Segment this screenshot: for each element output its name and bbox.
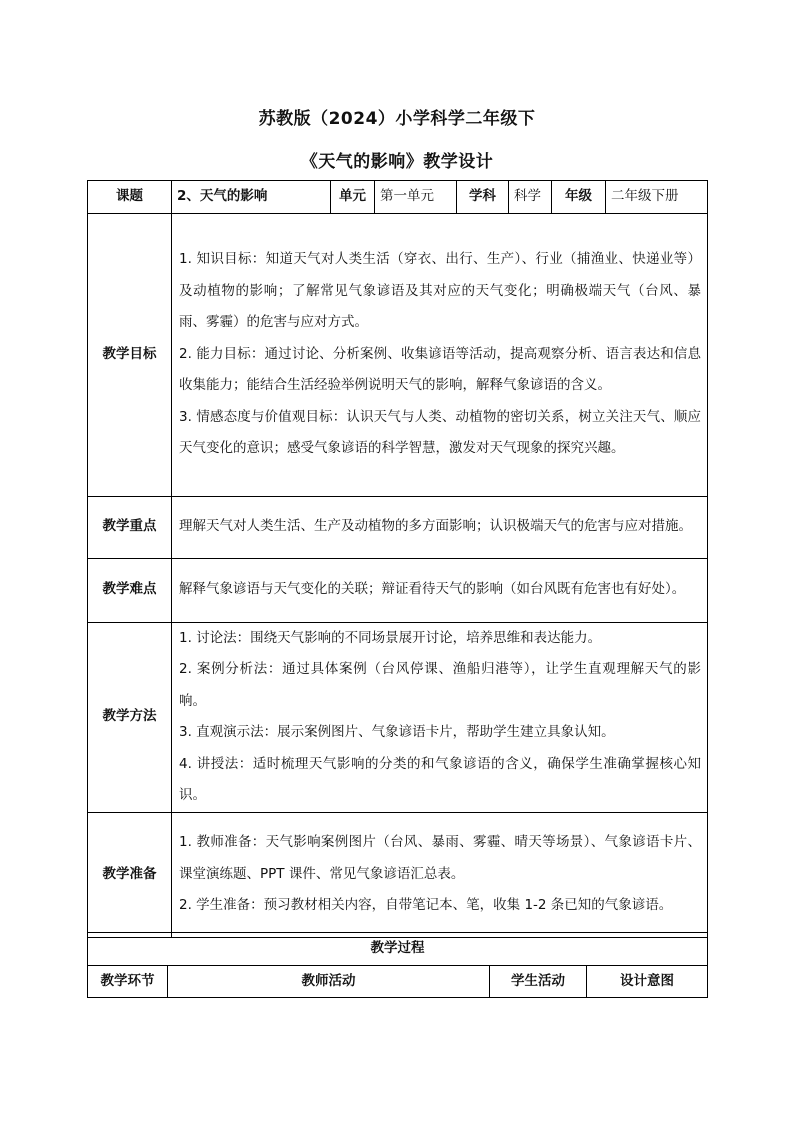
subject-label: 学科 [457, 181, 509, 214]
method-case-analysis: 2. 案例分析法：通过具体案例（台风停课、渔船归港等），让学生直观理解天气的影响。 [179, 661, 701, 709]
goals-label: 教学目标 [88, 213, 172, 496]
unit-value: 第一单元 [375, 181, 457, 214]
goal-attitude: 3. 情感态度与价值观目标：认识天气与人类、动植物的密切关系，树立关注天气、顺应天气变化的意识；感受气象谚语的科学智慧，激发对天气现象的探究兴趣。 [179, 408, 701, 457]
process-col-stage: 教学环节 [88, 965, 168, 998]
unit-label: 单元 [331, 181, 375, 214]
goal-knowledge: 1. 知识目标：知道天气对人类生活（穿衣、出行、生产）、行业（捕渔业、快递业等）及动植物的影响；了解常见气象谚语及其对应的天气变化；明确极端天气（台风、暴雨、雾霾）的危害与应对方式。 [179, 251, 701, 331]
subject-value: 科学 [509, 181, 552, 214]
goals-content [172, 213, 708, 496]
difficulties-content [172, 558, 708, 622]
preparation-label: 教学准备 [88, 812, 172, 937]
process-col-intent: 设计意图 [587, 965, 708, 998]
process-col-student: 学生活动 [490, 965, 587, 998]
methods-label: 教学方法 [88, 622, 172, 812]
method-lecture: 4. 讲授法：适时梳理天气影响的分类的和气象谚语的含义，确保学生准确掌握核心知识。 [179, 755, 701, 803]
process-header-row [88, 965, 708, 998]
method-discussion: 1. 讨论法：围绕天气影响的不同场景展开讨论，培养思维和表达能力。 [179, 629, 602, 646]
header-row [88, 181, 708, 214]
difficulties-text: 解释气象谚语与天气变化的关联；辩证看待天气的影响（如台风既有危害也有好处）。 [179, 581, 686, 598]
difficulties-row [88, 558, 708, 622]
key-points-label: 教学重点 [88, 496, 172, 558]
process-title: 教学过程 [88, 933, 708, 966]
process-table [87, 932, 708, 998]
methods-content [172, 622, 708, 812]
method-demonstration: 3. 直观演示法：展示案例图片、气象谚语卡片，帮助学生建立具象认知。 [179, 724, 615, 740]
goal-ability: 2. 能力目标：通过讨论、分析案例、收集谚语等活动，提高观察分析、语言表达和信息收集能力；能结合生活经验举例说明天气的影响，解释气象谚语的含义。 [179, 345, 701, 394]
prep-student: 2. 学生准备：预习教材相关内容，自带笔记本、笔，收集 1-2 条已知的气象谚语。 [179, 897, 673, 914]
prep-teacher: 1. 教师准备：天气影响案例图片（台风、暴雨、雾霾、晴天等场景）、气象谚语卡片、课堂演练题、PPT 课件、常见气象谚语汇总表。 [179, 834, 701, 882]
topic-value: 2、天气的影响 [172, 181, 331, 214]
document-title: 苏教版（2024）小学科学二年级下 [258, 109, 536, 129]
document-subtitle: 《天气的影响》教学设计 [300, 152, 494, 172]
key-points-content [172, 496, 708, 558]
methods-row [88, 622, 708, 812]
grade-label: 年级 [552, 181, 606, 214]
goals-row [88, 213, 708, 496]
topic-label: 课题 [88, 181, 172, 214]
difficulties-label: 教学难点 [88, 558, 172, 622]
grade-value: 二年级下册 [606, 181, 708, 214]
process-col-teacher: 教师活动 [168, 965, 490, 998]
preparation-content [172, 812, 708, 937]
lesson-plan-table [87, 180, 708, 938]
key-points-text: 理解天气对人类生活、生产及动植物的多方面影响；认识极端天气的危害与应对措施。 [179, 518, 692, 535]
key-points-row [88, 496, 708, 558]
preparation-row [88, 812, 708, 937]
process-title-row [88, 933, 708, 966]
